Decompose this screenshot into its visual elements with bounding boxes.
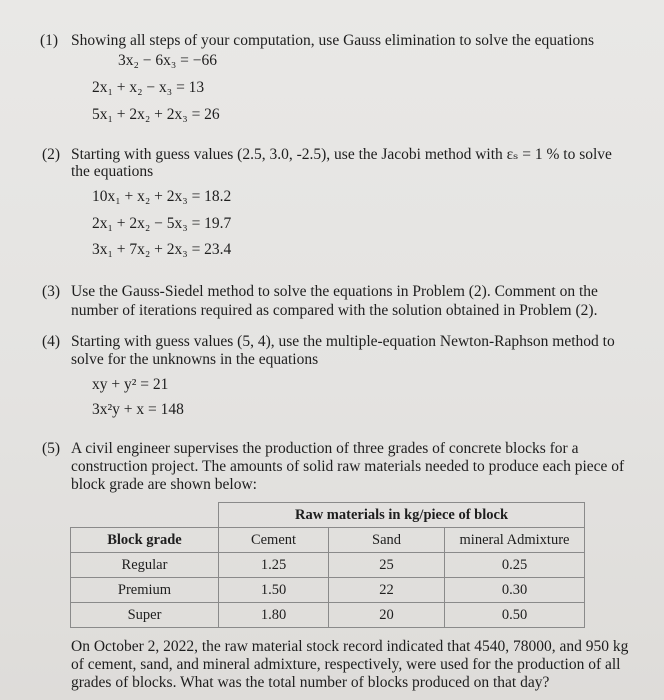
- column-header-mineral-admixture: mineral Admixture: [445, 528, 585, 553]
- problem-5-after-line-1: On October 2, 2022, the raw material stock record indicated that 4540, 78000, and 950 kg: [71, 638, 629, 655]
- column-header-block-grade: Block grade: [71, 528, 219, 553]
- grade-cell: Premium: [71, 578, 219, 603]
- problem-3-line-2: number of iterations required as compared with the solution obtained in Problem (2).: [71, 302, 598, 319]
- admixture-cell: 0.25: [445, 553, 585, 578]
- p4-equation-1: xy + y² = 21: [92, 376, 169, 393]
- problem-5-line-2: construction project. The amounts of solid raw materials needed to produce each piece of: [71, 458, 625, 475]
- raw-materials-table: [70, 502, 585, 628]
- p2-equation-3: 3x₁ + 7x₂ + 2x₃ = 23.4: [92, 241, 232, 258]
- table-row: [71, 578, 585, 603]
- column-header-cement: Cement: [219, 528, 329, 553]
- problem-1-number: (1): [40, 32, 59, 49]
- sand-cell: 20: [329, 603, 445, 628]
- raw-materials-group-header: Raw materials in kg/piece of block: [219, 503, 585, 528]
- grade-cell: Regular: [71, 553, 219, 578]
- p1-equation-2: 2x₁ + x₂ − x₃ = 13: [92, 79, 205, 96]
- problem-1-text: Showing all steps of your computation, use Gauss elimination to solve the equations: [71, 32, 595, 49]
- problem-4-line-2: solve for the unknowns in the equations: [71, 351, 319, 368]
- cement-cell: 1.50: [219, 578, 329, 603]
- problem-2-line-1: Starting with guess values (2.5, 3.0, -2.5), use the Jacobi method with εₛ = 1 % to solve: [71, 146, 612, 163]
- p2-equation-2: 2x₁ + 2x₂ − 5x₃ = 19.7: [92, 215, 232, 232]
- problem-5-after-line-2: of cement, sand, and mineral admixture, respectively, were used for the production of all: [71, 656, 621, 673]
- cement-cell: 1.25: [219, 553, 329, 578]
- table-row: [71, 553, 585, 578]
- problem-3-number: (3): [42, 283, 61, 300]
- table-header-row: [71, 528, 585, 553]
- problem-2-number: (2): [42, 146, 61, 163]
- p2-equation-1: 10x₁ + x₂ + 2x₃ = 18.2: [92, 188, 232, 205]
- problem-5-line-3: block grade are shown below:: [71, 476, 257, 493]
- problem-4-number: (4): [42, 333, 61, 350]
- p4-equation-2: 3x²y + x = 148: [92, 401, 184, 418]
- grade-cell: Super: [71, 603, 219, 628]
- problem-5-number: (5): [42, 440, 61, 457]
- p1-equation-3: 5x₁ + 2x₂ + 2x₃ = 26: [92, 106, 220, 123]
- problem-5-after-line-3: grades of blocks. What was the total number of blocks produced on that day?: [71, 674, 550, 691]
- cement-cell: 1.80: [219, 603, 329, 628]
- problem-5-line-1: A civil engineer supervises the production of three grades of concrete blocks for a: [71, 440, 579, 457]
- p1-equation-1: 3x₂ − 6x₃ = −66: [118, 52, 218, 69]
- sand-cell: 22: [329, 578, 445, 603]
- problem-3-line-1: Use the Gauss-Siedel method to solve the equations in Problem (2). Comment on the: [71, 283, 598, 300]
- column-header-sand: Sand: [329, 528, 445, 553]
- problem-4-line-1: Starting with guess values (5, 4), use the multiple-equation Newton-Raphson method to: [71, 333, 615, 350]
- sand-cell: 25: [329, 553, 445, 578]
- admixture-cell: 0.50: [445, 603, 585, 628]
- table-group-header-row: [71, 503, 585, 528]
- problem-2-line-2: the equations: [71, 163, 154, 180]
- table-empty-corner: [71, 503, 219, 528]
- admixture-cell: 0.30: [445, 578, 585, 603]
- table-row: [71, 603, 585, 628]
